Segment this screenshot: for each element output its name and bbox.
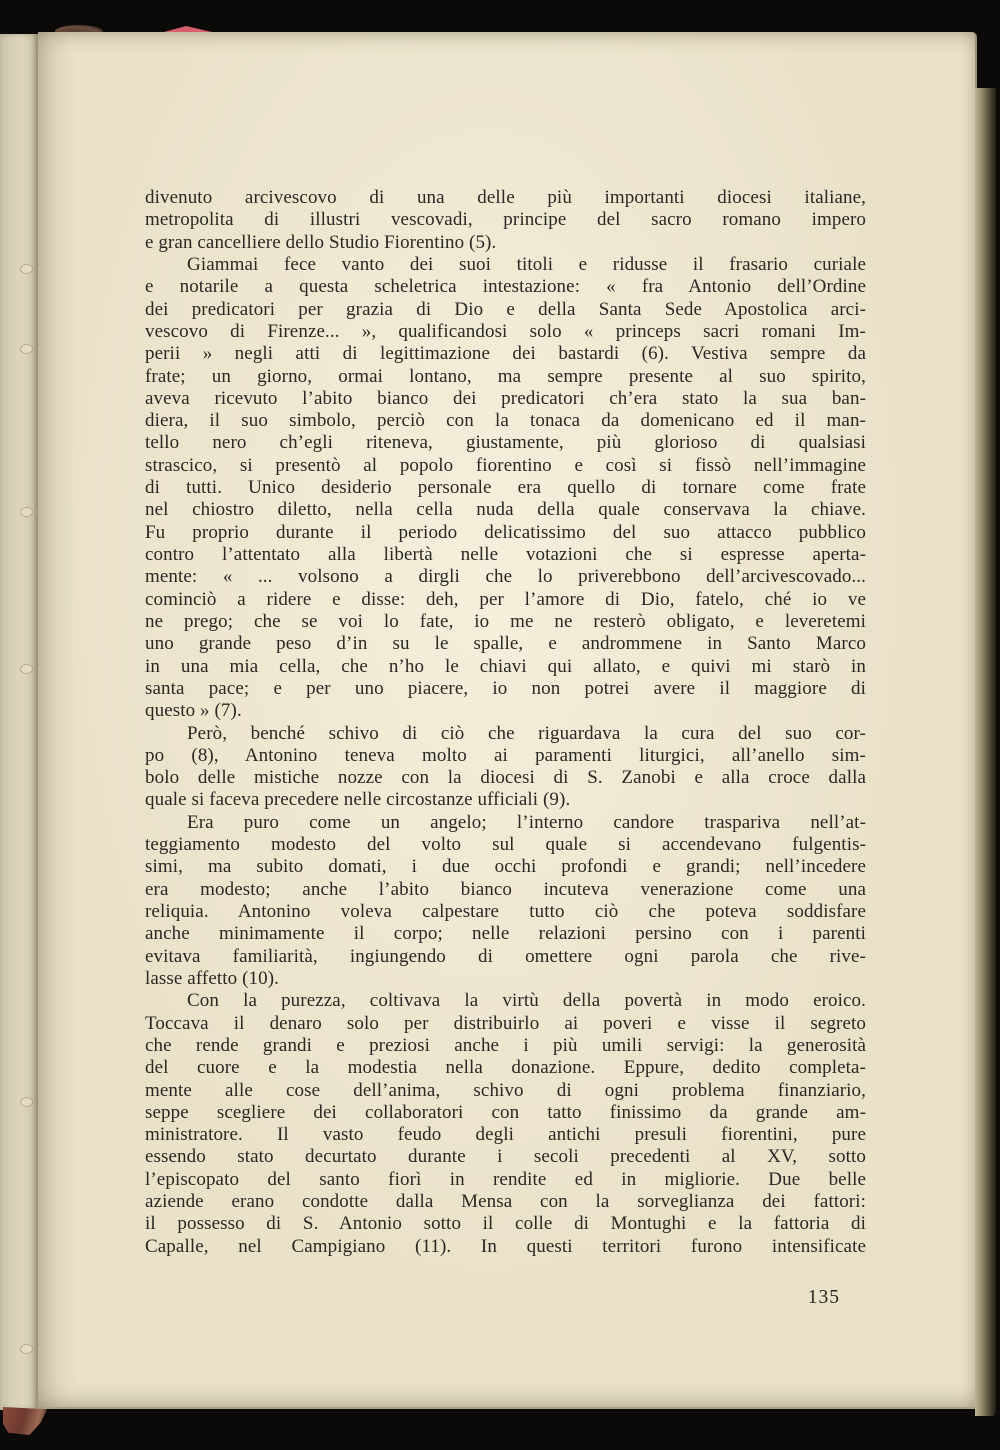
text-line: del cuore e la modestia nella donazione. Eppure, dedito completa- bbox=[145, 1057, 866, 1079]
text-line: vescovo di Firenze... », qualificandosi solo « princeps sacri romani Im- bbox=[145, 320, 866, 342]
text-line: di tutti. Unico desiderio personale era quello di tornare come frate bbox=[145, 477, 866, 499]
text-line: lasse affetto (10). bbox=[145, 967, 279, 989]
text-line: mente: « ... volsono a dirgli che lo priverebbono dell’arcivescovado... bbox=[145, 566, 866, 588]
page-text bbox=[145, 187, 866, 1258]
text-line: Però, benché schivo di ciò che riguardava la cura del suo cor- bbox=[187, 722, 866, 744]
text-line: po (8), Antonino teneva molto ai paramenti liturgici, all’anello sim- bbox=[145, 744, 866, 766]
text-line: Era puro come un angelo; l’interno candore traspariva nell’at- bbox=[187, 811, 866, 833]
text-line: mente alle cose dell’anima, schivo di ogni problema finanziario, bbox=[145, 1079, 866, 1101]
binding-stitch bbox=[20, 1344, 33, 1354]
text-line: anche minimamente il corpo; nelle relazioni persino con i parenti bbox=[145, 923, 866, 945]
text-line: strascico, si presentò al popolo fiorentino e così si fissò nell’immagine bbox=[145, 454, 866, 476]
text-line: Capalle, nel Campigiano (11). In questi territori furono intensificate bbox=[145, 1235, 866, 1257]
text-line: Giammai fece vanto dei suoi titoli e ridusse il frasario curiale bbox=[187, 253, 866, 275]
text-line: teggiamento modesto del volto sul quale si accendevano fulgentis- bbox=[145, 834, 866, 856]
text-line: in una mia cella, che n’ho le chiavi qui allato, e quivi mi starò in bbox=[145, 655, 866, 677]
text-line: aziende erano condotte dalla Mensa con la sorveglianza dei fattori: bbox=[145, 1191, 866, 1213]
binding-stitch bbox=[20, 264, 33, 274]
text-line: ne prego; che se voi lo fate, io me ne resterò obligato, e leveretemi bbox=[145, 610, 866, 632]
book-page bbox=[38, 32, 977, 1409]
text-line: nel chiostro diletto, nella cella nuda della quale conservava la chiave. bbox=[145, 499, 866, 521]
paper-scrap bbox=[3, 1407, 47, 1435]
text-line: il possesso di S. Antonio sotto il colle di Montughi e la fattoria di bbox=[145, 1213, 866, 1235]
text-line: era modesto; anche l’abito bianco incuteva venerazione come una bbox=[145, 878, 866, 900]
text-line: quale si faceva precedere nelle circostanze ufficiali (9). bbox=[145, 789, 571, 811]
text-line: e gran cancelliere dello Studio Fiorentino (5). bbox=[145, 231, 497, 253]
text-line: essendo stato decurtato durante i secoli precedenti al XV, sotto bbox=[145, 1146, 866, 1168]
text-line: ministratore. Il vasto feudo degli antichi presuli fiorentini, pure bbox=[145, 1124, 866, 1146]
text-line: Fu proprio durante il periodo delicatissimo del suo attacco pubblico bbox=[145, 521, 866, 543]
page-number: 135 bbox=[807, 1287, 840, 1308]
text-line: seppe scegliere dei collaboratori con tatto finissimo da grande am- bbox=[145, 1101, 866, 1123]
text-line: Con la purezza, coltivava la virtù della povertà in modo eroico. bbox=[187, 990, 866, 1012]
text-line: divenuto arcivescovo di una delle più importanti diocesi italiane, bbox=[145, 187, 866, 208]
text-line: bolo delle mistiche nozze con la diocesi di S. Zanobi e alla croce dalla bbox=[145, 767, 866, 789]
book-gutter-pages bbox=[0, 34, 38, 1410]
page-edges-right bbox=[975, 88, 996, 1416]
binding-stitch bbox=[20, 664, 33, 674]
binding-stitch bbox=[20, 1097, 33, 1107]
text-line: e notarile a questa scheletrica intestazione: « fra Antonio dell’Ordine bbox=[145, 276, 866, 298]
binding-stitch bbox=[20, 507, 33, 517]
text-line: tello nero ch’egli riteneva, giustamente, più glorioso di qualsiasi bbox=[145, 432, 866, 454]
text-line: Toccava il denaro solo per distribuirlo ai poveri e visse il segreto bbox=[145, 1012, 866, 1034]
text-line: questo » (7). bbox=[145, 700, 242, 722]
text-line: santa pace; e per uno piacere, io non potrei avere il maggiore di bbox=[145, 677, 866, 699]
text-line: perii » negli atti di legittimazione dei bastardi (6). Vestiva sempre da bbox=[145, 343, 866, 365]
text-line: aveva ricevuto l’abito bianco dei predicatori ch’era stato la sua ban- bbox=[145, 387, 866, 409]
text-line: reliquia. Antonino voleva calpestare tutto ciò che poteva soddisfare bbox=[145, 901, 866, 922]
text-line: che rende grandi e preziosi anche i più umili servigi: la generosità bbox=[145, 1034, 866, 1056]
text-line: uno grande peso d’in su le spalle, e andrommene in Santo Marco bbox=[145, 633, 866, 655]
text-line: simi, ma subito domati, i due occhi profondi e grandi; nell’incedere bbox=[145, 856, 866, 878]
text-line: evitava familiarità, ingiungendo di omettere ogni parola che rive- bbox=[145, 945, 866, 967]
text-line: metropolita di illustri vescovadi, principe del sacro romano impero bbox=[145, 209, 866, 231]
text-line: l’episcopato del santo fiorì in rendite ed in migliorie. Due belle bbox=[145, 1168, 866, 1190]
text-line: contro l’attentato alla libertà nelle votazioni che si espresse aperta- bbox=[145, 544, 866, 565]
text-line: cominciò a ridere e disse: deh, per l’amore di Dio, fatelo, ché io ve bbox=[145, 588, 866, 610]
text-line: frate; un giorno, ormai lontano, ma sempre presente al suo spirito, bbox=[145, 365, 866, 387]
text-line: dei predicatori per grazia di Dio e della Santa Sede Apostolica arci- bbox=[145, 298, 866, 320]
binding-stitch bbox=[20, 344, 33, 354]
text-line: diera, il suo simbolo, perciò con la tonaca da domenicano ed il man- bbox=[145, 410, 866, 432]
